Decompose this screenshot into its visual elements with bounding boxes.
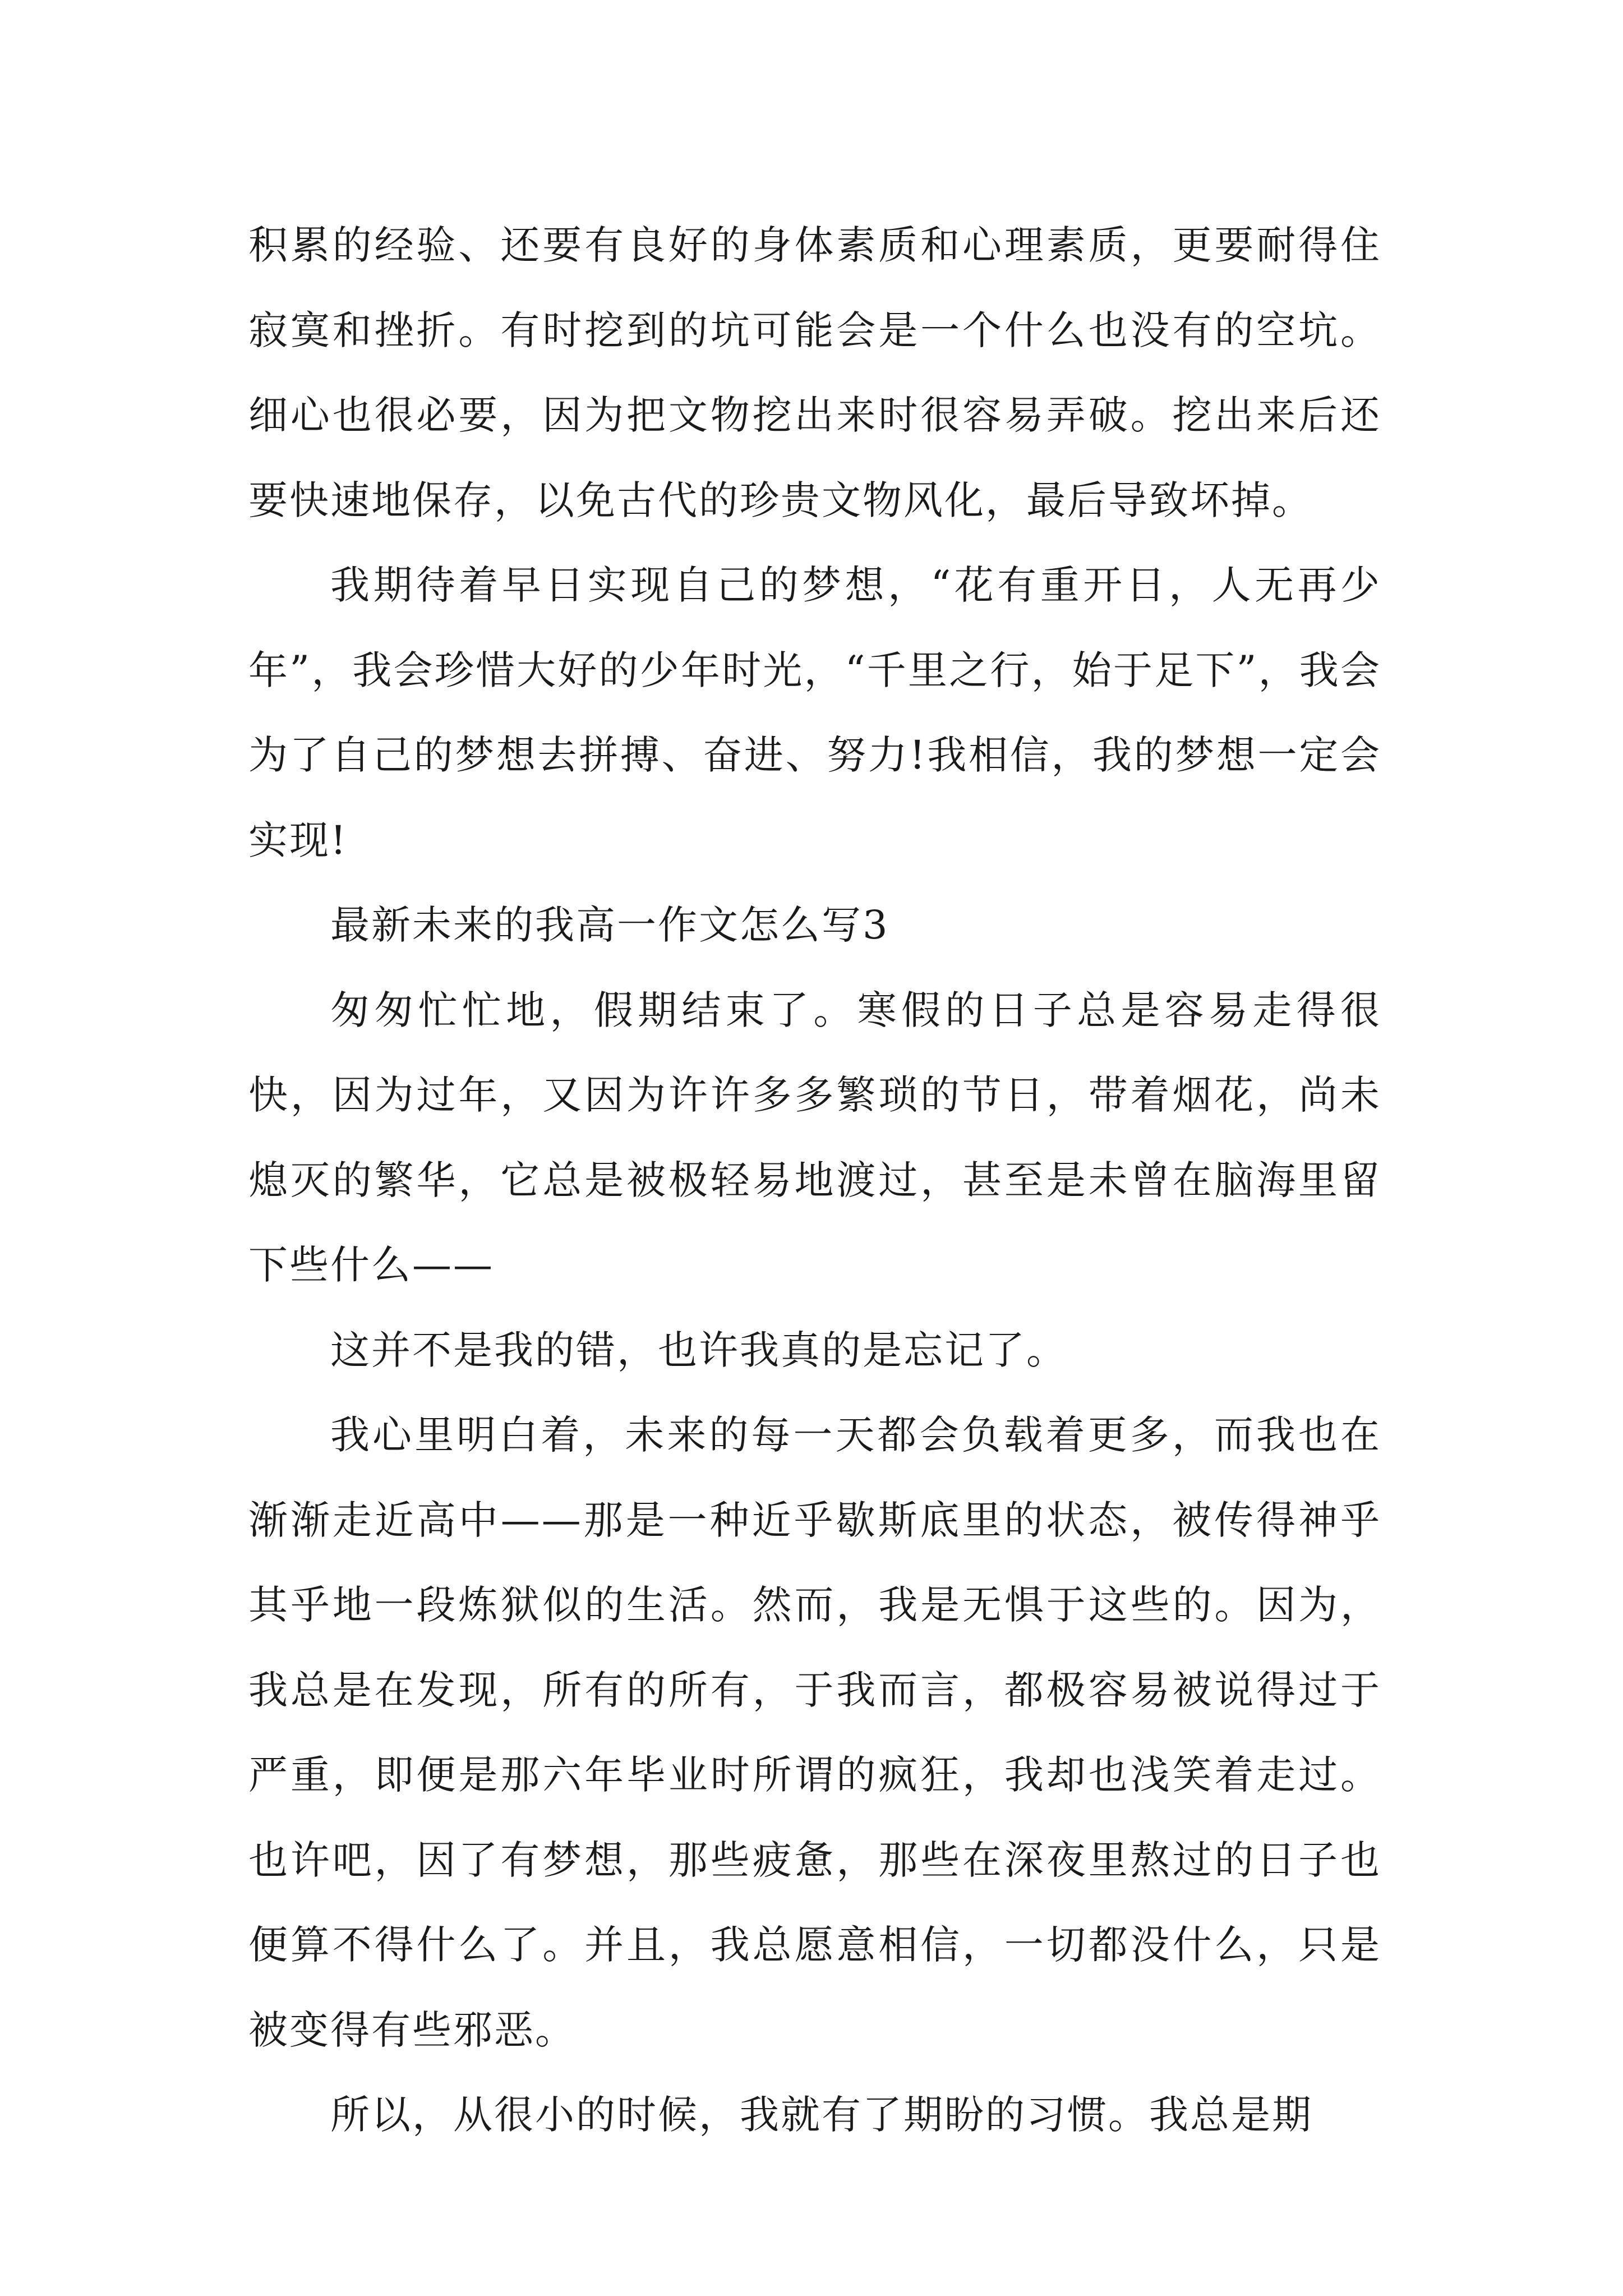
paragraph: 这并不是我的错，也许我真的是忘记了。 [330,1327,1067,1373]
document-body [248,203,1381,2158]
paragraph: 我期待着早日实现自己的梦想，“花有重开日，人无再少年”，我会珍惜大好的少年时光，“千里之行，始于足下”，我会为了自己的梦想去拼搏、奋进、努力!我相信，我的梦想一定会实现! [248,562,1381,863]
section-heading: 最新未来的我高一作文怎么写3 [330,902,889,948]
paragraph: 所以，从很小的时候，我就有了期盼的习惯。我总是期 [330,2092,1313,2138]
paragraph: 我心里明白着，未来的每一天都会负载着更多，而我也在渐渐走近高中——那是一种近乎歇斯底里的状态，被传得神乎其乎地一段炼狱似的生活。然而，我是无惧于这些的。因为，我总是在发现，所有的所有，于我而言，都极容易被说得过于严重，即便是那六年毕业时所谓的疯狂，我却也浅笑着走过。也许吧，因了有梦想，那些疲惫，那些在深夜里熬过的日子也便算不得什么了。并且，我总愿意相信，一切都没什么，只是被变得有些邪恶。 [248,1412,1381,2053]
paragraph: 积累的经验、还要有良好的身体素质和心理素质，更要耐得住寂寞和挫折。有时挖到的坑可能会是一个什么也没有的空坑。细心也很必要，因为把文物挖出来时很容易弄破。挖出来后还要快速地保存，以免古代的珍贵文物风化，最后导致坏掉。 [248,222,1381,523]
paragraph: 匆匆忙忙地，假期结束了。寒假的日子总是容易走得很快，因为过年，又因为许许多多繁琐的节日，带着烟花，尚未熄灭的繁华，它总是被极轻易地渡过，甚至是未曾在脑海里留下些什么—— [248,987,1381,1288]
